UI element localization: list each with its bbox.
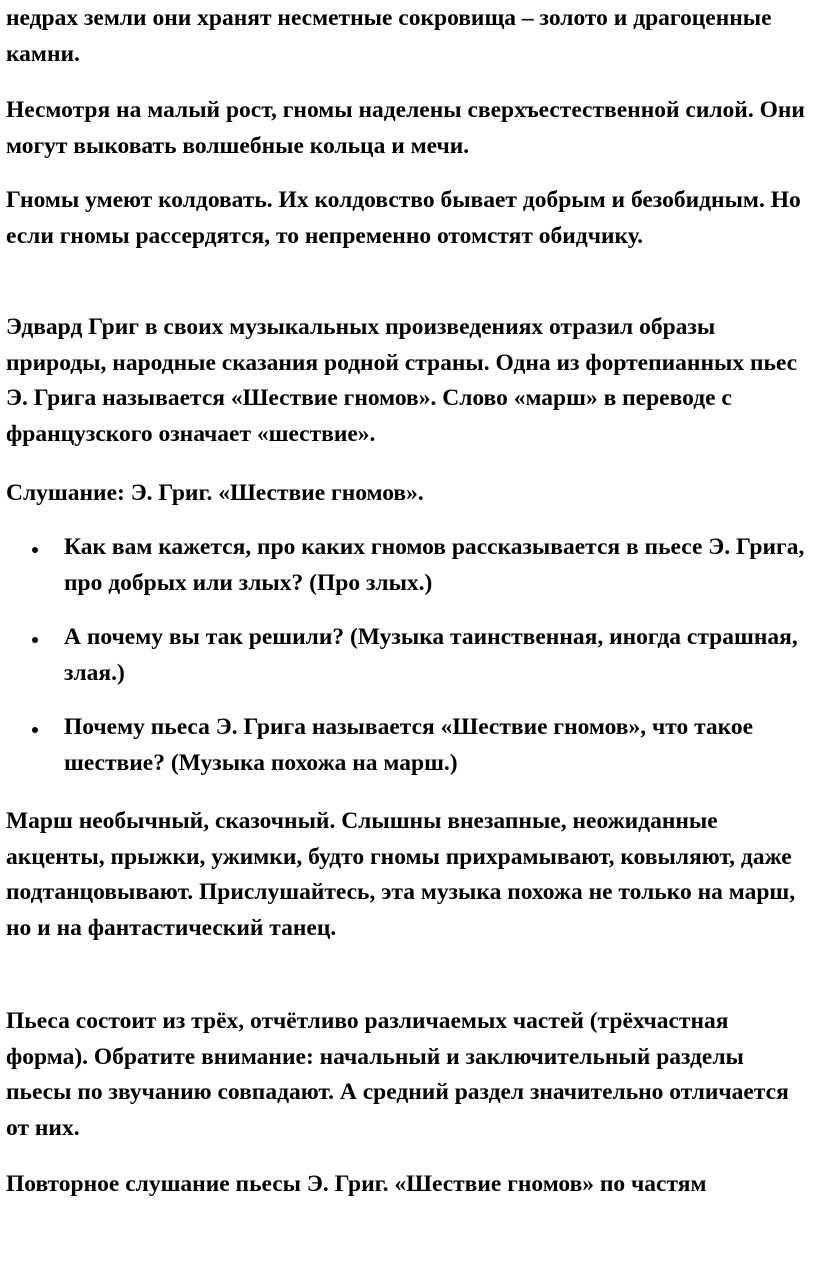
paragraph-gnome-treasures: недрах земли они хранят несметные сокровища – золото и драгоценные камни. — [6, 5, 772, 67]
paragraph-march-description: Марш необычный, сказочный. Слышны внезапные, неожиданные акценты, прыжки, ужимки, будто гномы прихрамывают, ковыляют, даже подтанцовывают. Прислушайтесь, эта музыка похожа не только на марш, но и на фантастический танец. — [6, 808, 796, 941]
paragraph-grieg-intro: Эдвард Григ в своих музыкальных произведениях отразил образы природы, народные сказания родной страны. Одна из фортепианных пьес Э. Грига называется «Шествие гномов». Слово «марш» в переводе с французского означает «шествие». — [6, 314, 798, 447]
question-text: Как вам кажется, про каких гномов рассказывается в пьесе Э. Грига, про добрых или злых? (Про злых.) — [64, 534, 805, 596]
bullet-icon — [32, 547, 38, 553]
paragraph-gnome-strength: Несмотря на малый рост, гномы наделены сверхъестественной силой. Они могут выковать волшебные кольца и мечи. — [6, 97, 805, 159]
bullet-icon — [32, 637, 38, 643]
bullet-icon — [32, 727, 38, 733]
paragraph-gnome-magic: Гномы умеют колдовать. Их колдовство бывает добрым и безобидным. Но если гномы рассердятся, то непременно отомстят обидчику. — [6, 187, 801, 249]
question-text: Почему пьеса Э. Грига называется «Шествие гномов», что такое шествие? (Музыка похожа на марш.) — [64, 714, 754, 776]
question-text: А почему вы так решили? (Музыка таинственная, иногда страшная, злая.) — [64, 624, 798, 686]
paragraph-repeat-listening: Повторное слушание пьесы Э. Григ. «Шествие гномов» по частям — [6, 1171, 707, 1197]
paragraph-listening-heading: Слушание: Э. Григ. «Шествие гномов». — [6, 480, 424, 506]
paragraph-form-description: Пьеса состоит из трёх, отчётливо различаемых частей (трёхчастная форма). Обратите внимание: начальный и заключительный разделы пьесы по звучанию совпадают. А средний раздел значительно отличается от них. — [6, 1008, 789, 1141]
